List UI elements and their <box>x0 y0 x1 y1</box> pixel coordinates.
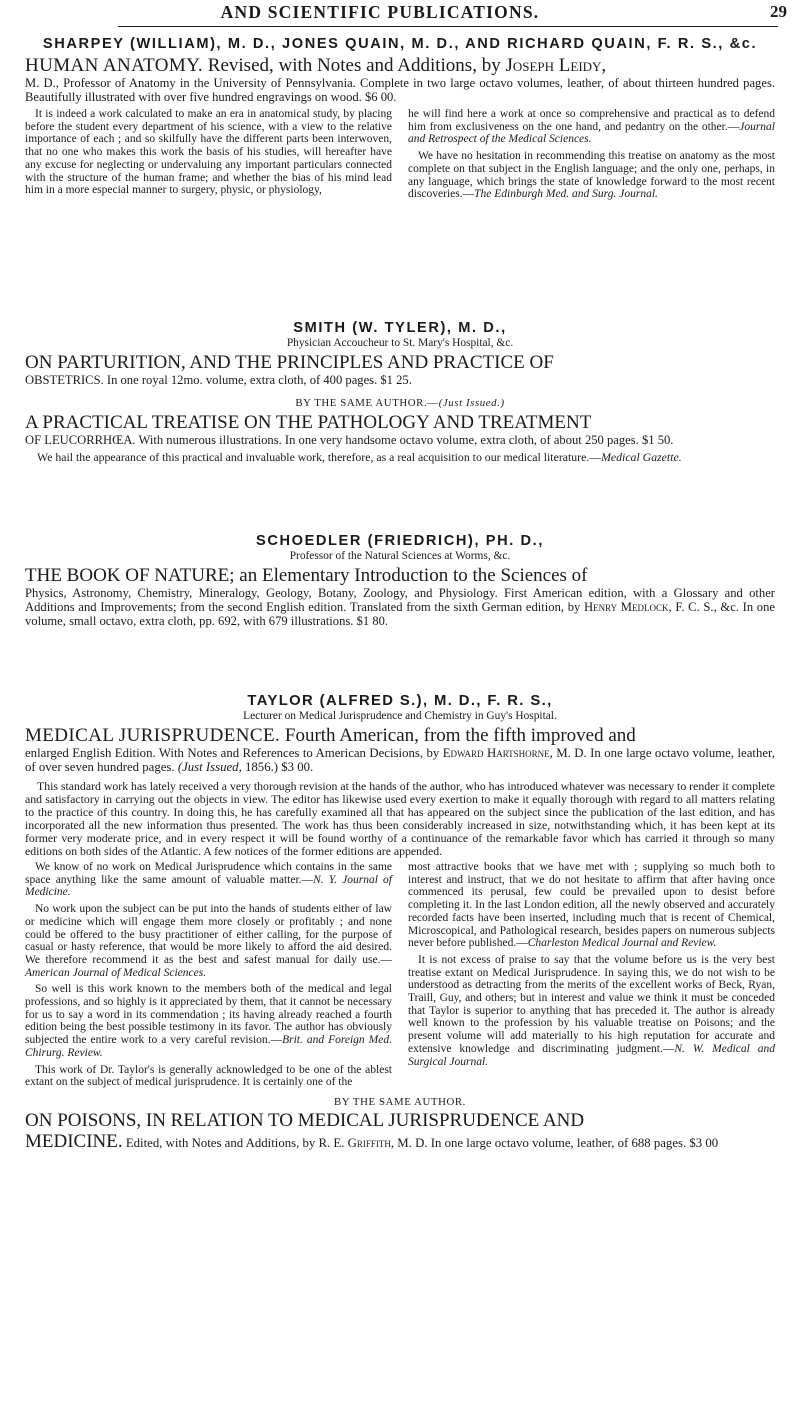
entry-taylor <box>25 693 775 1152</box>
entry-smith <box>25 320 775 464</box>
book-title-rest: Revised, with Notes and Additions, by <box>203 55 506 76</box>
review-source: Medical Gazette. <box>601 450 682 464</box>
author-heading: TAYLOR (ALFRED S.), M. D., F. R. S., <box>247 693 553 709</box>
author-affiliation: Physician Accoucheur to St. Mary's Hospital, &c. <box>286 337 514 349</box>
book-title-2: ON POISONS, IN RELATION TO MEDICAL JURISPRUDENCE AND <box>25 1109 585 1131</box>
entry-sharpey-quain <box>25 36 775 205</box>
running-head: AND SCIENTIFIC PUBLICATIONS. <box>220 2 540 22</box>
review-source: Journal and Retrospect of the Medical Sciences. <box>408 120 775 146</box>
publisher-notice: This standard work has lately received a very thorough revision at the hands of the author, who has introduced whatever was necessary to render it complete and satisfactory in carrying out the objects in view. The editor has likewise used every exertion to make it equally thorough with regard to all matters relating to the practice of this country. In doing this, he has carefully examined all that has appeared on the subject since the publication of the last edition, and has incorporated all the new information thus presented. The work has thus been considerably increased in size, notwithstanding which, it has been kept at its former very moderate price, and in every respect it will be found worthy of a continuance of the remarkable favor which has carried it through so many editions on both sides of the Atlantic. A few notices of the former editions are appended. <box>25 779 775 858</box>
book-title-rest: Fourth American, from the fifth improved and <box>280 725 636 746</box>
book-title-2: A PRACTICAL TREATISE ON THE PATHOLOGY AND TREATMENT <box>25 412 592 433</box>
review-column-right <box>408 861 775 1093</box>
editor-name: Joseph Leidy, <box>505 55 607 76</box>
review-source: Charleston Medical Journal and Review. <box>527 937 717 950</box>
book-description: M. D., Professor of Anatomy in the University of Pennsylvania. Complete in two large octavo volumes, leather, of about thirteen hundred pages. Beautifully illustrated with over five hundred engravings on wood. $6 00. <box>25 76 775 104</box>
translator-name: Henry Medlock, <box>584 600 672 614</box>
author-affiliation: Professor of the Natural Sciences at Worms, &c. <box>289 550 511 562</box>
editor-name: R. E. Griffith, <box>318 1135 395 1150</box>
by-same-author: BY THE SAME AUTHOR. <box>334 1095 466 1108</box>
review-source: The Edinburgh Med. and Surg. Journal. <box>474 188 658 201</box>
review-column-right <box>408 108 775 205</box>
review-source: N. W. Medical and Surgical Journal. <box>408 1042 775 1068</box>
author-heading: SCHOEDLER (FRIEDRICH), PH. D., <box>256 533 544 549</box>
book-description: Physics, Astronomy, Chemistry, Mineralogy, Geology, Botany, Zoology, and Physiology. First American edition, with a Glossary and other Additions and Improvements; from the second English edition. Translated from the sixth German edition, by Henry Medlock, F. C. S., &c. In one volume, small octavo, extra cloth, pp. 692, with 679 illustrations. $1 80. <box>25 586 775 628</box>
reviews-columns <box>25 108 775 205</box>
book-title: ON PARTURITION, AND THE PRINCIPLES AND PRACTICE OF <box>25 352 554 373</box>
author-heading: SHARPEY (WILLIAM), M. D., JONES QUAIN, M. D., AND RICHARD QUAIN, F. R. S., &c. <box>42 36 758 52</box>
review-text: It is indeed a work calculated to make an era in anatomical study, by placing before the student every department of his science, with a view to the relative importance of each ; and so skilfully have the different parts been interwoven, that no one who makes this work the basis of his studies, will hereafter have any excuse for neglecting or undervaluing any important particulars connected with the structure of the human frame; and whether the bias of his mind lead him in a more especial manner to surgery, physic, or physiology, <box>25 108 392 197</box>
review-column-left <box>25 861 392 1093</box>
book-title <box>25 726 775 746</box>
book-title: THE BOOK OF NATURE; an Elementary Introduction to the Sciences of <box>25 565 588 586</box>
entry-schoedler <box>25 533 775 628</box>
book-description-2: MEDICINE. Edited, with Notes and Additions, by R. E. Griffith, M. D. In one large octavo volume, leather, of 688 pages. $3 00 <box>25 1130 719 1152</box>
review-text: It is not excess of praise to say that the volume before us is the very best treatise extant on Medical Jurisprudence. In saying this, we do not wish to be understood as detracting from the merits of the excellent works of Beck, Ryan, Traill, Guy, and others; but in interest and value we think it must be conceded that Taylor is superior to anything that has preceded it. The author is already well known to the profession by his valuable treatise on Poisons; and the present volume will add materially to his high reputation for accurate and extensive knowledge and discriminating judgment.—N. W. Medical and Surgical Journal. <box>408 953 775 1068</box>
review-text: We have no hesitation in recommending this treatise on anatomy as the most complete on that subject in the English language; and the only one, perhaps, in any language, which brings the state of knowledge forward to the most recent discoveries.—The Edinburgh Med. and Surg. Journal. <box>408 150 775 201</box>
review-text: We hail the appearance of this practical and invaluable work, therefore, as a real acquisition to our medical literature.—Medical Gazette. <box>37 450 682 464</box>
editor-name: Edward Hartshorne, <box>442 746 553 760</box>
review-source: Brit. and Foreign Med. Chirurg. Review. <box>25 1034 392 1059</box>
reviews-columns <box>25 861 775 1093</box>
review-text: So well is this work known to the members both of the medical and legal professions, and so highly is it appreciated by them, that it cannot be necessary for us to say a word in its commendation ; its having already reached a fourth edition being the best possible testimony in its favor. The author has obviously subjected the entire work to a very careful revision.—Brit. and Foreign Med. Chirurg. Review. <box>25 983 392 1059</box>
review-text: No work upon the subject can be put into the hands of students either of law or medicine which will engage them more closely or profitably ; and none could be offered to the busy practitioner of either calling, for the purpose of casual or hasty reference, that would be more likely to afford the aid desired. We therefore recommend it as the best and safest manual for daily use.—American Journal of Medical Sciences. <box>25 903 392 979</box>
issue-note: (Just Issued.) <box>438 397 505 409</box>
review-source: American Journal of Medical Sciences. <box>25 966 207 979</box>
review-text: most attractive books that we have met with ; supplying so much both to interest and instruct, that we do not hesitate to affirm that after having once commenced its perusal, few could be prevailed upon to desist before completing it. In the last London edition, all the newly observed and accurately recorded facts have been inserted, including much that is recent of Chemical, Microscopical, and Pathological research, besides papers on numerous subjects never before published.—Charleston Medical Journal and Review. <box>408 861 775 950</box>
page-number: 29 <box>770 2 787 21</box>
book-title-lead: MEDICAL JURISPRUDENCE. <box>25 725 281 746</box>
by-same-author: BY THE SAME AUTHOR.—(Just Issued.) <box>295 397 505 409</box>
author-heading: SMITH (W. TYLER), M. D., <box>293 320 507 336</box>
book-description: enlarged English Edition. With Notes and References to American Decisions, by Edward Hartshorne, M. D. In one large octavo volume, leather, of over seven hundred pages. (Just Issued, 1856.) $3 00. <box>25 746 775 774</box>
book-title-lead: HUMAN ANATOMY. <box>25 55 204 76</box>
review-text: We know of no work on Medical Jurisprudence which contains in the same space anything like the same amount of valuable matter.—N. Y. Journal of Medicine. <box>25 861 392 899</box>
review-text: he will find here a work at once so comprehensive and practical as to defend him from exclusiveness on the one hand, and pedantry on the other.—Journal and Retrospect of the Medical Sciences. <box>408 108 775 146</box>
book-title-2-end: MEDICINE. <box>25 1130 123 1152</box>
header-rule <box>118 26 778 27</box>
author-affiliation: Lecturer on Medical Jurisprudence and Chemistry in Guy's Hospital. <box>243 710 557 722</box>
book-description-2: OF LEUCORRHŒA. With numerous illustrations. In one very handsome octavo volume, extra cloth, of about 250 pages. $1 50. <box>25 433 674 447</box>
review-column-left <box>25 108 392 205</box>
review-source: N. Y. Journal of Medicine. <box>25 873 392 899</box>
book-title <box>25 56 775 76</box>
book-description: OBSTETRICS. In one royal 12mo. volume, extra cloth, of 400 pages. $1 25. <box>25 373 412 387</box>
review-text: This work of Dr. Taylor's is generally acknowledged to be one of the ablest extant on the subject of medical jurisprudence. It is certainly one of the <box>25 1063 392 1089</box>
